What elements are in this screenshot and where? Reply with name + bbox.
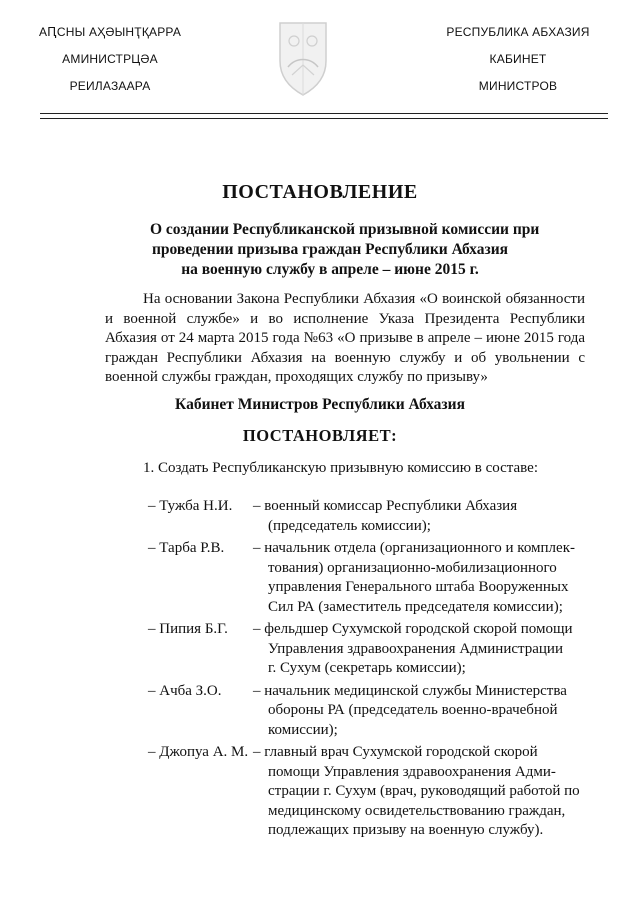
member-name: – Тарба Р.В.: [148, 540, 225, 556]
basis-line: и военной службе» и во исполнение Указа Президента Республики: [105, 310, 585, 327]
basis-line: граждан Республики Абхазия на военную службу и об увольнении с: [105, 349, 585, 366]
subtitle-line: на военную службу в апреле – июне 2015 г.: [181, 261, 479, 278]
header-divider: [40, 113, 608, 114]
member-role-line: – главный врач Сухумской городской скорой: [253, 744, 538, 760]
member-name: – Пипия Б.Г.: [148, 621, 228, 637]
member-name: – Ачба З.О.: [148, 682, 222, 699]
member-role-line: комиссии);: [268, 721, 338, 738]
member-row: [148, 620, 608, 679]
member-role-line: Сил РА (заместитель председателя комиссии);: [268, 598, 563, 615]
member-role: [253, 620, 608, 679]
header-left: [0, 19, 220, 100]
resolves-heading: ПОСТАНОВЛЯЕТ:: [242, 426, 398, 445]
basis-line: военной службы граждан, проходящих службу по призыву»: [105, 369, 488, 385]
member-name: – Джопуа А. М.: [148, 744, 249, 760]
header-left-line: АМИНИСТРЦӘА: [62, 52, 158, 66]
member-role-line: Управления здравоохранения Администрации: [268, 640, 563, 657]
member-role-line: управления Генерального штаба Вооруженных: [268, 579, 569, 595]
member-role: [253, 743, 608, 841]
member-name: – Тужба Н.И.: [148, 498, 233, 514]
header-divider: [40, 118, 608, 119]
header-right-line: КАБИНЕТ: [489, 52, 547, 66]
subtitle-line: О создании Республиканской призывной комиссии при: [150, 221, 540, 238]
coat-of-arms-icon: [274, 17, 332, 97]
header-right-line: РЕСПУБЛИКА АБХАЗИЯ: [446, 25, 590, 39]
header-left-line: РЕИЛАЗААРА: [69, 79, 151, 93]
member-role-line: страции г. Сухум (врач, руководящий работой по: [268, 783, 580, 799]
header-right: [408, 19, 628, 100]
member-role-line: помощи Управления здравоохранения Адми-: [268, 763, 556, 780]
header-left-line: АԤСНЫ АҲӘЫНҬҚАРРА: [38, 25, 182, 39]
issuer-heading: Кабинет Министров Республики Абхазия: [175, 396, 465, 413]
commission-members: [148, 497, 608, 844]
member-role: [253, 497, 608, 536]
subtitle-line: проведении призыва граждан Республики Абхазия: [151, 241, 509, 258]
document-title: ПОСТАНОВЛЕНИЕ: [222, 181, 418, 203]
member-row: [148, 743, 608, 841]
member-role-line: подлежащих призыву на военную службу).: [268, 822, 544, 838]
member-role-line: г. Сухум (секретарь комиссии);: [268, 660, 466, 676]
document-subtitle: [150, 220, 540, 280]
member-row: [148, 539, 608, 617]
member-role-line: – фельдшер Сухумской городской скорой помощи: [253, 621, 573, 637]
basis-line: Абхазия от 24 марта 2015 года №63 «О призыве в апреле – июне 2015 года: [105, 330, 585, 346]
item-1: 1. Создать Республиканскую призывную комиссию в составе:: [143, 460, 538, 476]
basis-line: На основании Закона Республики Абхазия «О воинской обязанности: [143, 291, 585, 307]
member-row: [148, 497, 608, 536]
member-role-line: – начальник медицинской службы Министерства: [253, 682, 567, 699]
member-role: [253, 539, 608, 617]
member-role-line: обороны РА (председатель военно-врачебной: [268, 702, 558, 718]
member-role-line: тования) организационно-мобилизационного: [268, 559, 557, 576]
member-role: [253, 682, 608, 741]
member-role-line: – начальник отдела (организационного и комплек-: [253, 540, 575, 556]
member-role-line: (председатель комиссии);: [268, 517, 431, 534]
basis-paragraph: [105, 290, 585, 388]
member-row: [148, 682, 608, 741]
header-right-line: МИНИСТРОВ: [478, 79, 558, 93]
member-role-line: медицинскому освидетельствованию граждан,: [268, 802, 566, 819]
member-role-line: – военный комиссар Республики Абхазия: [253, 498, 518, 514]
